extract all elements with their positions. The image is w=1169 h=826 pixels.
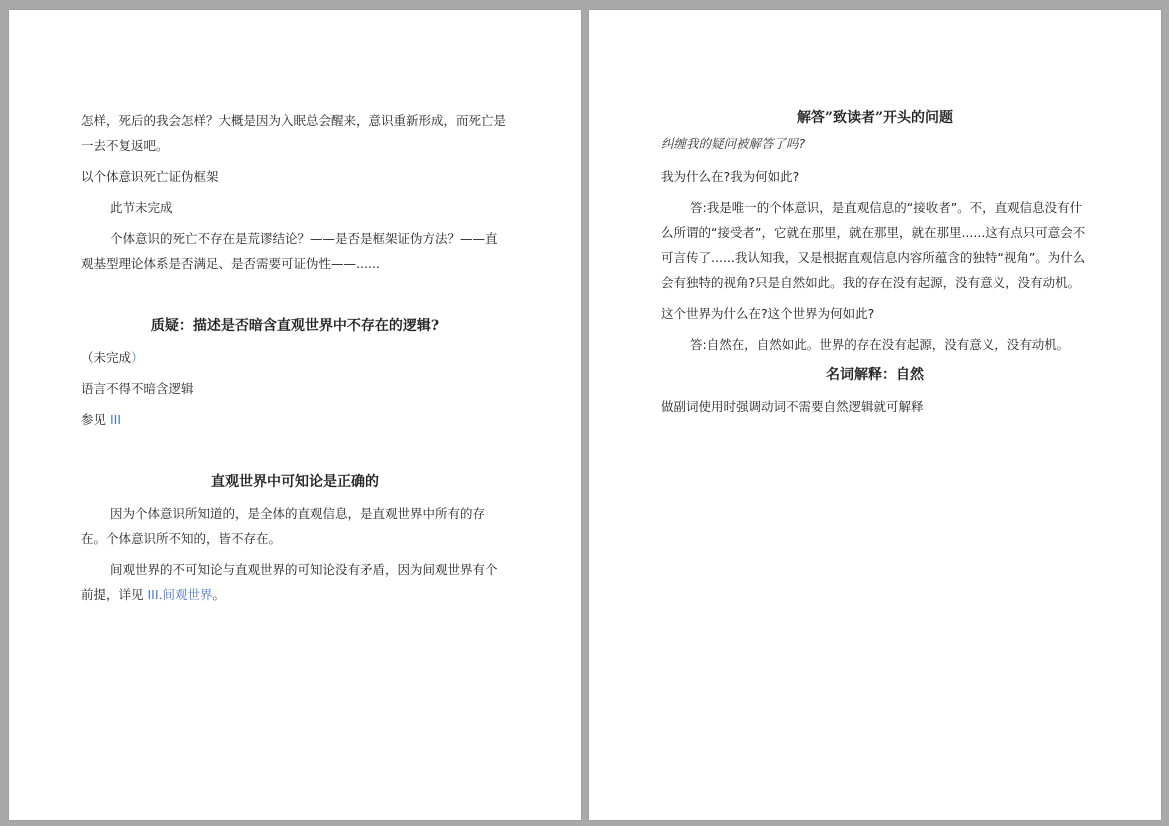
paragraph-unfinished [81,345,509,370]
paragraph-death: 怎样，死后的我会怎样？大概是因为入眠总会醒来，意识重新形成，而死亡是一去不复返吧。 [81,113,507,153]
unfinished-close: ） [131,350,144,365]
page-right [589,10,1161,820]
page-right-content [661,106,1089,425]
paragraph-language-logic: 语言不得不暗含逻辑 [81,381,194,396]
indirect-world-end: 。 [212,587,226,602]
link-iii[interactable]: III [109,412,122,427]
paragraph-see-also [81,407,509,432]
question-why-world: 这个世界为什么在?这个世界为何如此? [661,306,875,321]
see-also-label: 参见 [81,412,110,427]
answer-why-me: 答:我是唯一的个体意识，是直观信息的“接收者”。不，直观信息没有什么所谓的“接受者”，它就在那里，就在那里，就在那里......这有点只可意会不可言传了......我认知我，又是根据直观信息内容所蕴含的独特“视角”。为什么会有独特的视角?只是自然如此。我的存在没有起源，没有意义，没有动机。 [661,200,1086,290]
unfinished-label: （未完成 [81,350,132,365]
paragraph-incomplete: 此节未完成 [110,200,173,215]
answer-why-world: 答:自然在，自然如此。世界的存在没有起源，没有意义，没有动机。 [690,337,1070,352]
heading-knowability: 直观世界中可知论是正确的 [211,474,379,490]
question-why-me: 我为什么在?我为何如此? [661,169,800,184]
page-left [9,10,581,820]
heading-answers: 解答”致读者”开头的问题 [796,110,954,126]
heading-term-natural: 名词解释：自然 [826,367,924,383]
paragraph-natural-definition: 做副词使用时强调动词不需要自然逻辑就可解释 [661,399,924,414]
link-indirect-world[interactable]: III.间观世界 [147,587,213,602]
paragraph-knowable: 因为个体意识所知道的，是全体的直观信息，是直观世界中所有的存在。个体意识所不知的，皆不存在。 [81,506,486,546]
paragraph-falsify-question: 个体意识的死亡不存在是荒谬结论？——是否是框架证伪方法？——直观基型理论体系是否满足、是否需要可证伪性——...... [81,231,498,271]
indirect-world-text: 间观世界的不可知论与直观世界的可知论没有矛盾，因为间观世界有个前提，详见 [81,562,498,602]
heading-logic-question: 质疑：描述是否暗含直观世界中不存在的逻辑? [150,318,440,334]
section-heading-falsify: 以个体意识死亡证伪框架 [81,169,219,184]
subtitle-doubts: 纠缠我的疑问被解答了吗? [661,136,806,151]
page-left-content [81,108,509,613]
paragraph-indirect-world [81,557,509,607]
